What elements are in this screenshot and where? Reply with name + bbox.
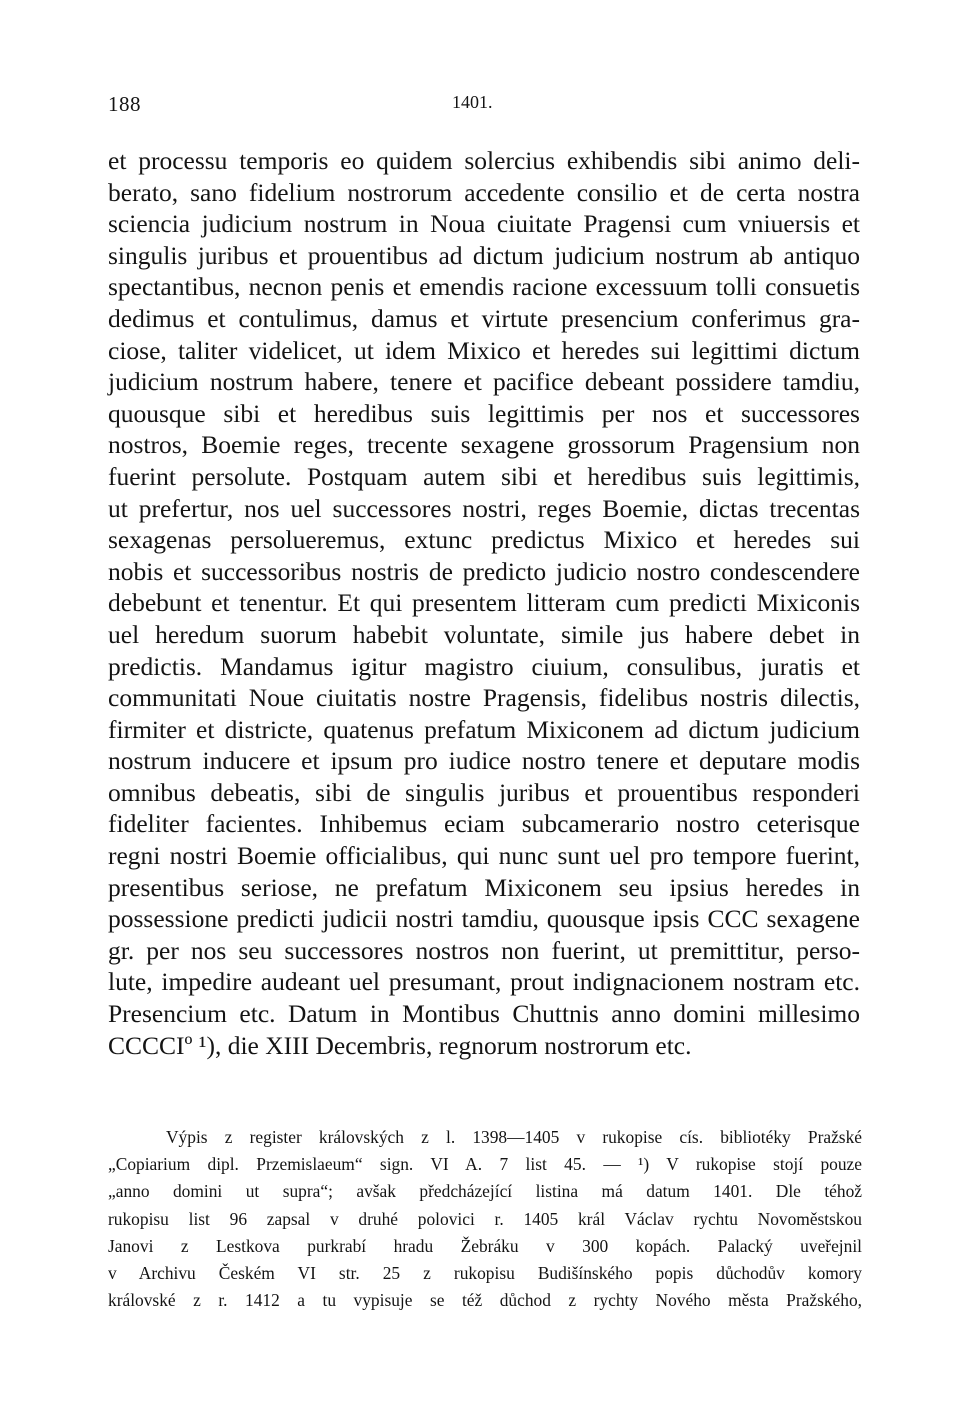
- body-line: judicium nostrum habere, tenere et pacifice debeant possidere tamdiu,: [108, 367, 860, 397]
- footnote-line: v Archivu Českém VI str. 25 z rukopisu Budišínského popis důchodův komory: [108, 1262, 862, 1283]
- document-body: [108, 145, 860, 1061]
- body-line: regni nostri Boemie officialibus, qui nunc sunt uel pro tempore fuerint,: [108, 841, 860, 871]
- body-line: berato, sano fidelium nostrorum accedente consilio et de certa nostra: [108, 177, 860, 207]
- page-year-heading: 1401.: [452, 92, 493, 112]
- body-line: communitati Noue ciuitatis nostre Pragensis, fidelibus nostris dilectis,: [108, 683, 860, 713]
- body-line: gr. per nos seu successores nostros non fuerint, ut premittitur, perso-: [108, 935, 860, 965]
- footnote: [108, 1124, 862, 1314]
- footnote-line: „anno domini ut supra“; avšak předcházející listina má datum 1401. Dle téhož: [108, 1181, 862, 1202]
- body-line: fideliter facientes. Inhibemus eciam subcamerario nostro ceterisque: [108, 809, 860, 839]
- body-line: singulis juribus et prouentibus ad dictum judicium nostrum ab antiquo: [108, 240, 860, 270]
- body-line: sexagenas persolueremus, extunc predictus Mixico et heredes sui: [108, 525, 860, 555]
- body-line: Presencium etc. Datum in Montibus Chuttnis anno domini millesimo: [108, 999, 860, 1029]
- body-line: nostrum inducere et ipsum pro iudice nostro tenere et deputare modis: [108, 746, 860, 776]
- footnote-line: „Copiarium dipl. Przemislaeum“ sign. VI A. 7 list 45. — ¹) V rukopise stojí pouze: [108, 1154, 862, 1175]
- body-line: predictis. Mandamus igitur magistro ciuium, consulibus, juratis et: [108, 651, 860, 681]
- body-line-last: CCCCIº ¹), die XIII Decembris, regnorum nostrorum etc.: [108, 1030, 692, 1060]
- body-line: nobis et successoribus nostris de predicto judicio nostro condescendere: [108, 556, 860, 586]
- body-line: spectantibus, necnon penis et emendis racione excessuum tolli consuetis: [108, 272, 860, 302]
- body-line: possessione predicti judicii nostri tamdiu, quousque ipsis CCC sexagene: [108, 904, 860, 934]
- body-line: firmiter et districte, quatenus prefatum Mixiconem ad dictum judicium: [108, 714, 860, 744]
- body-line: et processu temporis eo quidem solercius exhibendis sibi animo deli-: [108, 146, 860, 175]
- body-line: sciencia judicium nostrum in Noua ciuitate Pragensi cum vniuersis et: [108, 209, 860, 239]
- body-line: uel heredum suorum habebit voluntate, simile jus habere debet in: [108, 619, 860, 649]
- body-line: fuerint persolute. Postquam autem sibi et heredibus suis legittimis,: [108, 461, 860, 491]
- body-line: debebunt et tenentur. Et qui presentem litteram cum predicti Mixiconis: [108, 588, 860, 618]
- body-line: omnibus debeatis, sibi de singulis juribus et prouentibus responderi: [108, 777, 860, 807]
- body-line: ut prefertur, nos uel successores nostri, reges Boemie, dictas trecentas: [108, 493, 860, 523]
- footnote-line: Výpis z register královských z l. 1398—1405 v rukopise cís. bibliotéky Pražské: [166, 1127, 862, 1147]
- body-line: quousque sibi et heredibus suis legittimis per nos et successores: [108, 398, 860, 428]
- body-line: presentibus seriose, ne prefatum Mixiconem seu ipsius heredes in: [108, 872, 860, 902]
- footnote-line: královské z r. 1412 a tu vypisuje se též důchod z rychty Nového města Pražského,: [108, 1290, 862, 1311]
- footnote-line: Janovi z Lestkova purkrabí hradu Žebráku v 300 kopách. Palacký uveřejnil: [108, 1235, 862, 1256]
- page-number: 188: [108, 92, 141, 116]
- footnote-line: rukopisu list 96 zapsal v druhé polovici r. 1405 král Václav rychtu Novoměstskou: [108, 1208, 862, 1229]
- body-line: lute, impedire audeant uel presumant, prout indignacionem nostram etc.: [108, 967, 860, 997]
- body-line: dedimus et contulimus, damus et virtute presencium conferimus gra-: [108, 303, 860, 333]
- body-line: nostros, Boemie reges, trecente sexagene grossorum Pragensium non: [108, 430, 860, 460]
- body-line: ciose, taliter videlicet, ut idem Mixico et heredes sui legittimi dictum: [108, 335, 860, 365]
